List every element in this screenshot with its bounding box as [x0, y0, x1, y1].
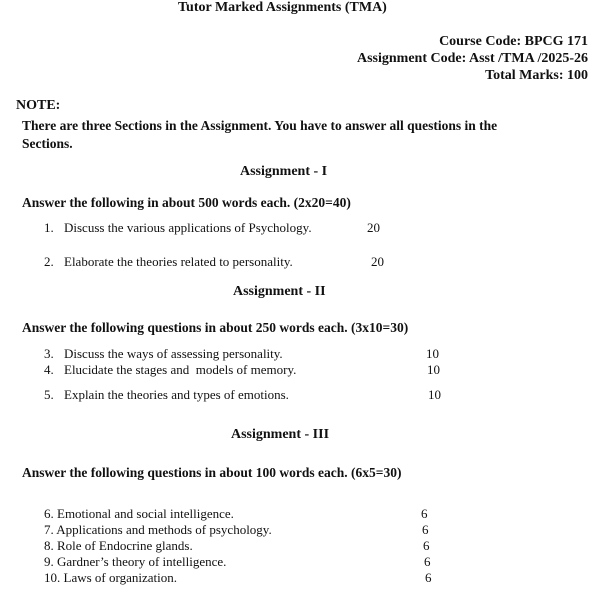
- section-instruction-2: Answer the following questions in about 250 words each. (3x10=30): [22, 320, 409, 335]
- section-heading-2: Assignment - II: [233, 284, 326, 299]
- question-number: 1.: [44, 220, 54, 235]
- question-marks: 6: [422, 522, 429, 537]
- document-title: Tutor Marked Assignments (TMA): [178, 0, 387, 15]
- question-text: Discuss the ways of assessing personality.: [64, 346, 283, 361]
- question-marks: 6: [423, 538, 430, 553]
- question-text: 8. Role of Endocrine glands.: [44, 538, 193, 553]
- question-marks: 20: [367, 220, 380, 235]
- question-text: Explain the theories and types of emotions.: [64, 387, 289, 402]
- note-label: NOTE:: [16, 98, 61, 113]
- section-heading-3: Assignment - III: [231, 427, 330, 442]
- section-instruction-1: Answer the following in about 500 words each. (2x20=40): [22, 195, 351, 210]
- question-marks: 20: [371, 254, 384, 269]
- section-instruction-3: Answer the following questions in about 100 words each. (6x5=30): [22, 465, 402, 480]
- total-marks: Total Marks: 100: [485, 68, 588, 83]
- question-marks: 10: [426, 346, 439, 361]
- question-marks: 10: [428, 387, 441, 402]
- question-text: Discuss the various applications of Psychology.: [64, 220, 312, 235]
- question-marks: 6: [425, 570, 432, 585]
- question-number: 3.: [44, 346, 54, 361]
- note-text-line2: Sections.: [22, 136, 73, 151]
- question-text: Elucidate the stages and models of memory.: [64, 362, 297, 377]
- question-text: 10. Laws of organization.: [44, 570, 177, 585]
- question-marks: 6: [421, 506, 428, 521]
- course-code: Course Code: BPCG 171: [439, 34, 588, 49]
- question-text: 7. Applications and methods of psychology.: [44, 522, 272, 537]
- question-number: 4.: [44, 362, 54, 377]
- question-marks: 6: [424, 554, 431, 569]
- question-text: Elaborate the theories related to personality.: [64, 254, 293, 269]
- assignment-code: Assignment Code: Asst /TMA /2025-26: [356, 51, 588, 66]
- question-number: 5.: [44, 387, 54, 402]
- section-heading-1: Assignment - I: [240, 164, 328, 179]
- question-text: 6. Emotional and social intelligence.: [44, 506, 234, 521]
- question-marks: 10: [427, 362, 440, 377]
- note-text-line1: There are three Sections in the Assignment. You have to answer all questions in the: [22, 118, 498, 133]
- question-number: 2.: [44, 254, 54, 269]
- question-text: 9. Gardner’s theory of intelligence.: [44, 554, 227, 569]
